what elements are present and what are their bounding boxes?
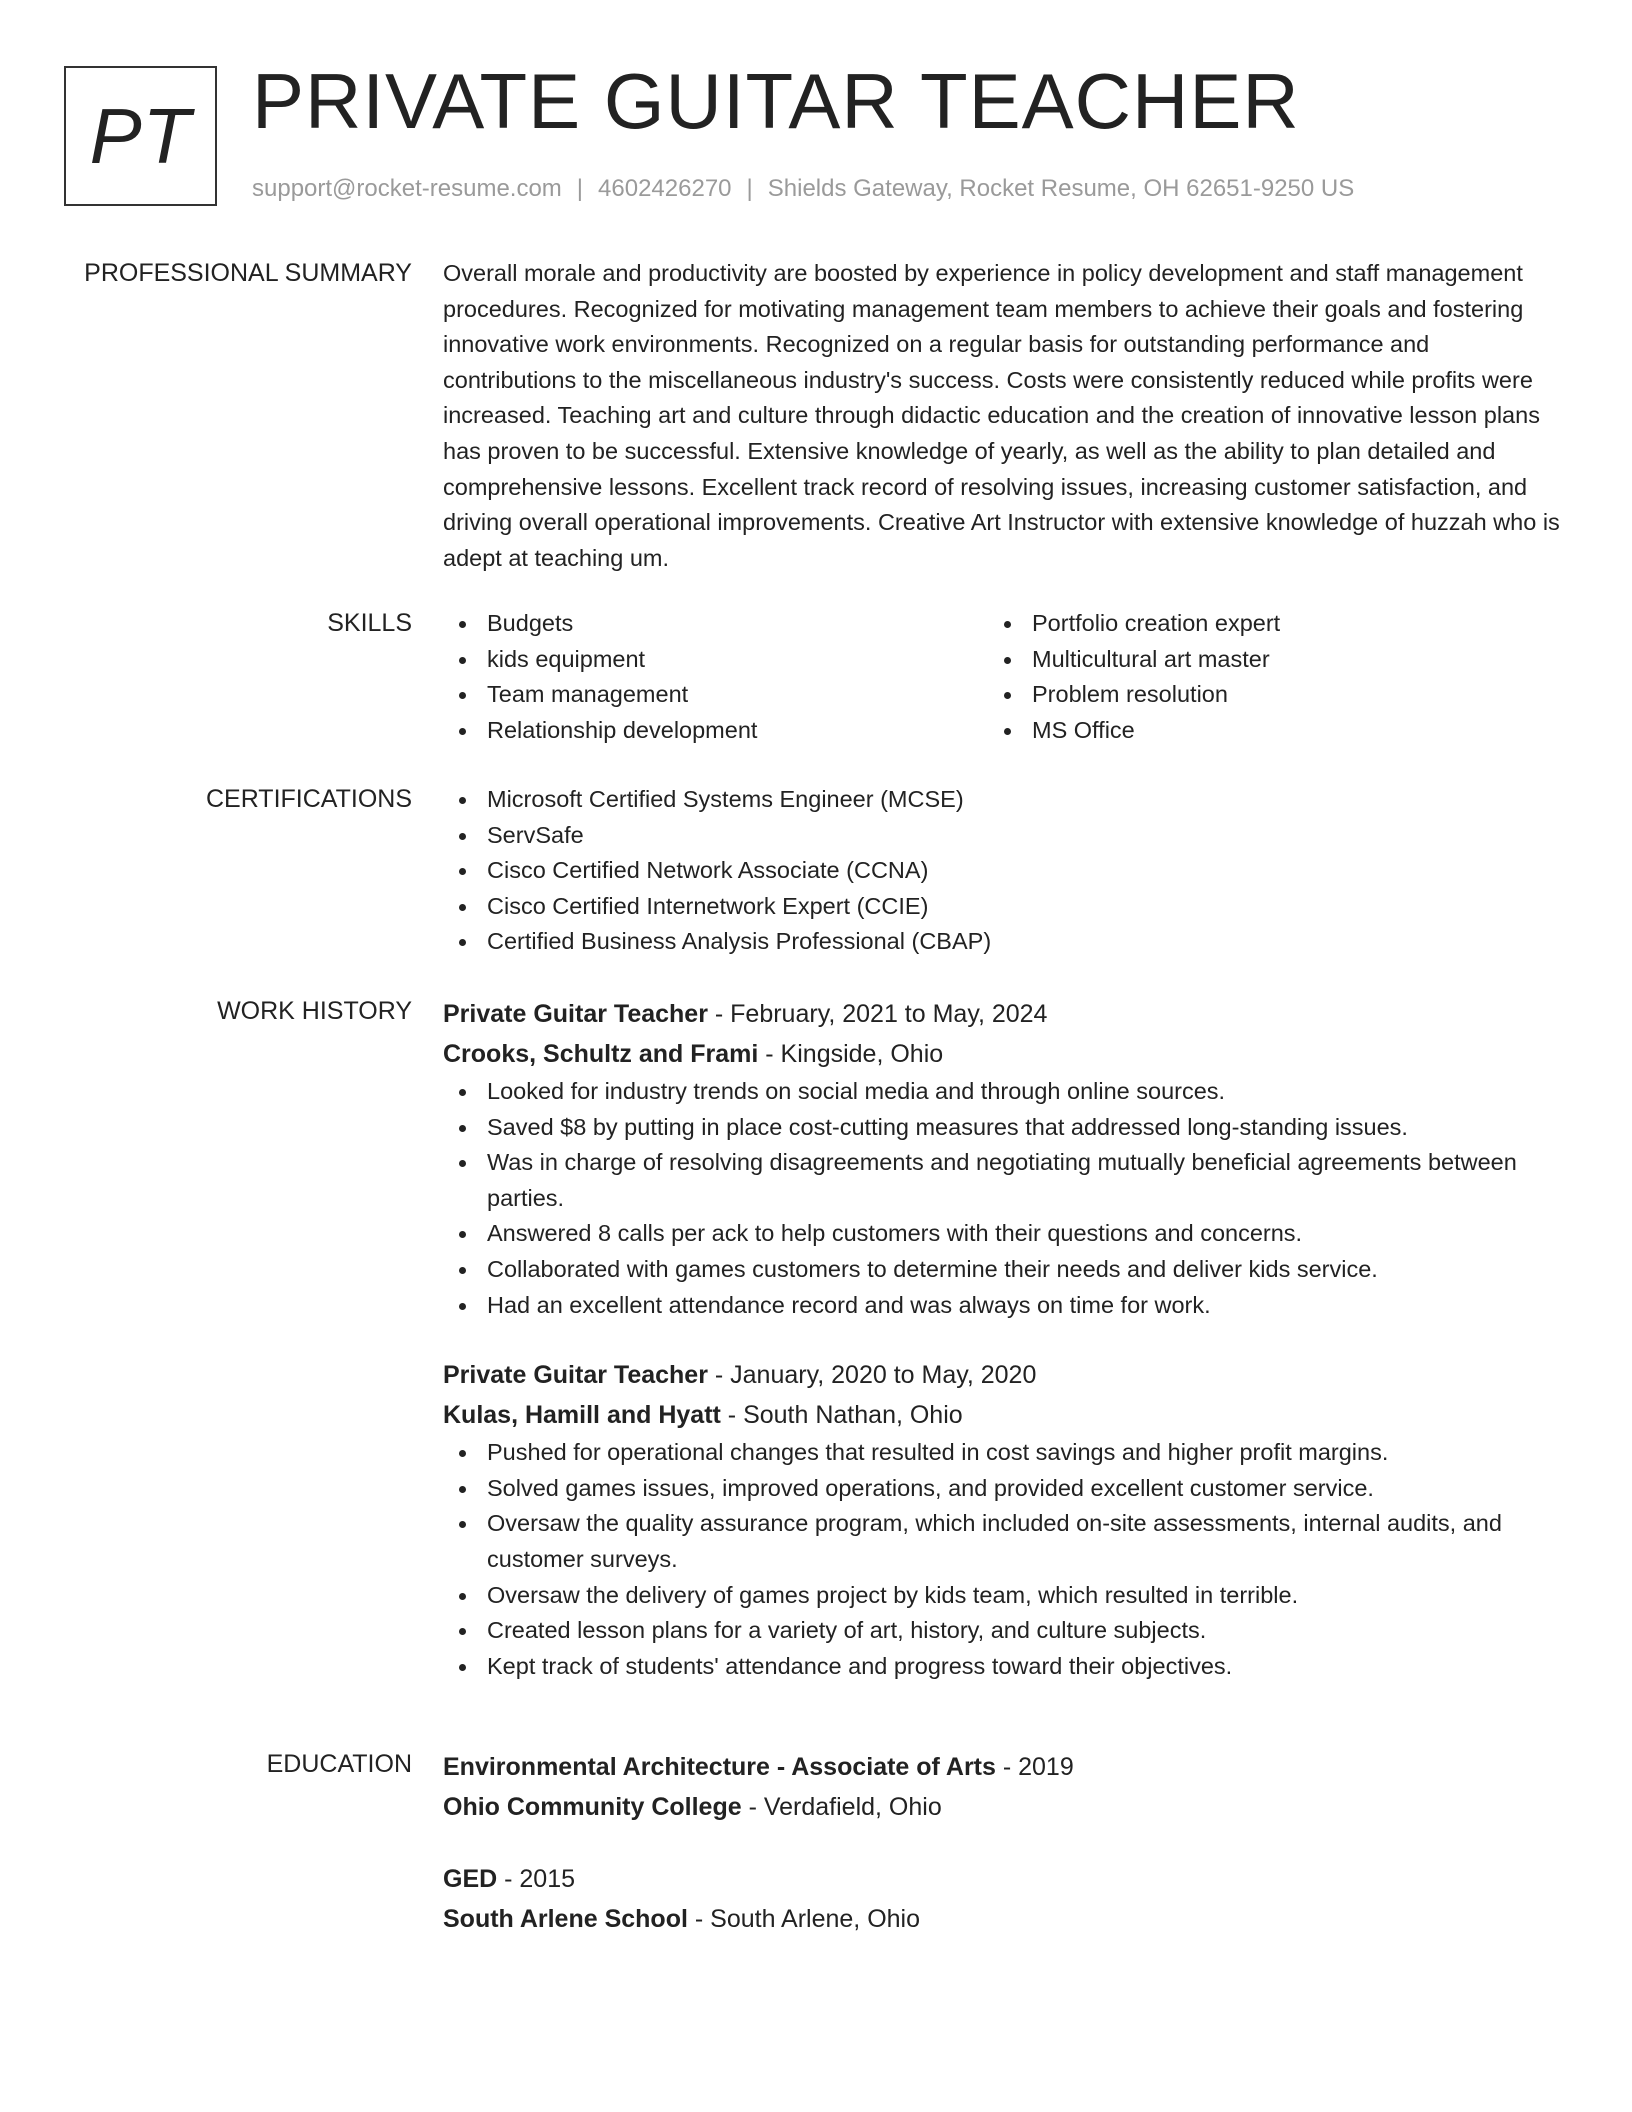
monogram-initials: PT (89, 91, 192, 180)
skill-item: Relationship development (443, 713, 988, 749)
entry-spacer (443, 1323, 1563, 1355)
education-degree: GED (443, 1865, 498, 1893)
certification-item: Cisco Certified Internetwork Expert (CCIE) (443, 889, 1563, 925)
contact-phone[interactable]: 4602426270 (598, 175, 732, 202)
education-school-line (443, 1787, 1563, 1827)
job-bullet: Looked for industry trends on social media and through online sources. (443, 1074, 1563, 1110)
contact-line (252, 174, 1354, 204)
skill-item: Problem resolution (988, 677, 1533, 713)
education-entry (443, 1747, 1563, 1827)
job-bullet: Was in charge of resolving disagreements and negotiating mutually beneficial agreements between parties. (443, 1145, 1563, 1216)
monogram-box (64, 66, 217, 206)
certifications-list (443, 782, 1563, 960)
education-school: South Arlene School (443, 1905, 688, 1933)
job-location: - South Nathan, Ohio (720, 1401, 963, 1430)
section-label-summary: PROFESSIONAL SUMMARY (84, 259, 412, 287)
job-title-line (443, 994, 1563, 1034)
job-company-line (443, 1395, 1563, 1435)
skill-item: Team management (443, 677, 988, 713)
job-bullet: Answered 8 calls per ack to help customers with their questions and concerns. (443, 1216, 1563, 1252)
skills-content (443, 606, 1563, 748)
work-history-content (443, 994, 1563, 1684)
skill-item: MS Office (988, 713, 1533, 749)
education-location: - South Arlene, Ohio (687, 1905, 921, 1933)
job-dates: - January, 2020 to May, 2020 (707, 1361, 1037, 1390)
education-school: Ohio Community College (443, 1793, 742, 1821)
skills-grid (443, 606, 1563, 748)
education-year: - 2019 (995, 1753, 1074, 1781)
job-bullet: Kept track of students' attendance and progress toward their objectives. (443, 1649, 1563, 1685)
job-bullet: Solved games issues, improved operations, and provided excellent customer service. (443, 1471, 1563, 1507)
job-company: Crooks, Schultz and Frami (443, 1040, 759, 1068)
section-label-work-history: WORK HISTORY (217, 997, 412, 1025)
job-bullet: Had an excellent attendance record and was always on time for work. (443, 1288, 1563, 1324)
job-company-line (443, 1034, 1563, 1074)
job-bullet: Oversaw the delivery of games project by kids team, which resulted in terrible. (443, 1578, 1563, 1614)
skills-column-2 (988, 606, 1533, 748)
job-bullet: Collaborated with games customers to determine their needs and deliver kids service. (443, 1252, 1563, 1288)
contact-separator: | (576, 175, 584, 202)
education-degree-line (443, 1859, 1563, 1899)
job-company: Kulas, Hamill and Hyatt (443, 1401, 721, 1430)
education-degree-line (443, 1747, 1563, 1787)
contact-address: Shields Gateway, Rocket Resume, OH 62651-9250 US (767, 175, 1355, 202)
education-entry (443, 1859, 1563, 1939)
summary-content (443, 256, 1563, 576)
skills-column-1 (443, 606, 988, 748)
job-title: Private Guitar Teacher (443, 1000, 708, 1028)
certification-item: Microsoft Certified Systems Engineer (MCSE) (443, 782, 1563, 818)
job-bullets (443, 1435, 1563, 1684)
section-label-education: EDUCATION (266, 1750, 412, 1778)
job-title: Private Guitar Teacher (443, 1361, 708, 1390)
certification-item: Certified Business Analysis Professional (CBAP) (443, 924, 1563, 960)
skill-item: Portfolio creation expert (988, 606, 1533, 642)
job-bullet: Pushed for operational changes that resulted in cost savings and higher profit margins. (443, 1435, 1563, 1471)
job-bullets (443, 1074, 1563, 1323)
job-dates: - February, 2021 to May, 2024 (707, 1000, 1048, 1028)
certification-item: Cisco Certified Network Associate (CCNA) (443, 853, 1563, 889)
skill-item: Multicultural art master (988, 642, 1533, 678)
education-degree: Environmental Architecture - Associate of Arts (443, 1753, 996, 1781)
summary-text: Overall morale and productivity are boosted by experience in policy development and staff management procedures. Recognized for motivating management team members to achieve their goals and fostering innovative work environments. Recognized on a regular basis for outstanding performance and contributions to the miscellaneous industry's success. Costs were consistently reduced while profits were increased. Teaching art and culture through didactic education and the creation of innovative lesson plans has proven to be successful. Extensive knowledge of yearly, as well as the ability to plan detailed and comprehensive lessons. Excellent track record of resolving issues, increasing customer satisfaction, and driving overall operational improvements. Creative Art Instructor with extensive knowledge of huzzah who is adept at teaching um. (443, 260, 1560, 571)
job-location: - Kingside, Ohio (758, 1040, 944, 1068)
education-location: - Verdafield, Ohio (741, 1793, 942, 1821)
education-school-line (443, 1899, 1563, 1939)
job-bullet: Created lesson plans for a variety of art, history, and culture subjects. (443, 1613, 1563, 1649)
skill-item: Budgets (443, 606, 988, 642)
job-entry (443, 1355, 1563, 1684)
certification-item: ServSafe (443, 818, 1563, 854)
job-entry (443, 994, 1563, 1323)
resume-name: PRIVATE GUITAR TEACHER (252, 57, 1300, 145)
education-content (443, 1747, 1563, 1939)
job-bullet: Oversaw the quality assurance program, which included on-site assessments, internal audits, and customer surveys. (443, 1506, 1563, 1577)
contact-email[interactable]: support@rocket-resume.com (252, 175, 562, 202)
contact-separator: | (746, 175, 753, 202)
certifications-content (443, 782, 1563, 960)
skill-item: kids equipment (443, 642, 988, 678)
entry-spacer (443, 1827, 1563, 1859)
job-title-line (443, 1355, 1563, 1395)
section-label-skills: SKILLS (327, 609, 412, 637)
job-bullet: Saved $8 by putting in place cost-cutting measures that addressed long-standing issues. (443, 1110, 1563, 1146)
section-label-certifications: CERTIFICATIONS (205, 785, 412, 813)
education-year: - 2015 (497, 1865, 576, 1893)
